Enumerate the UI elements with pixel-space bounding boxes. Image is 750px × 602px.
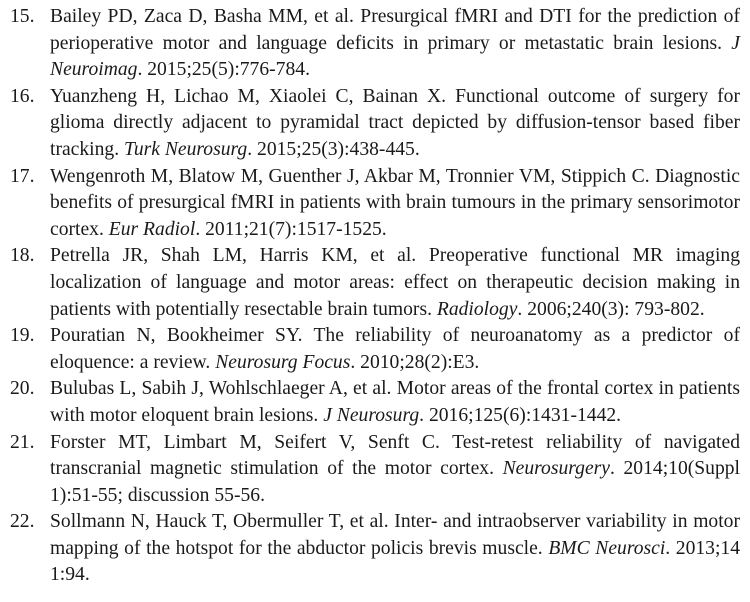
reference-number: 17.	[10, 165, 35, 187]
reference-details: . 2014;10(Suppl 1):51-55; discussion 55-56.	[50, 458, 740, 506]
reference-item	[10, 376, 740, 429]
reference-citation	[50, 84, 740, 164]
reference-number: 21.	[10, 431, 35, 453]
reference-journal: Neurosurg Focus	[215, 351, 351, 373]
reference-number: 20.	[10, 378, 35, 400]
reference-text: Bailey PD, Zaca D, Basha MM, et al. Presurgical fMRI and DTI for the prediction of perioperative motor and language deficits in primary or metastatic brain lesions.	[50, 6, 740, 54]
reference-journal: Turk Neurosurg	[124, 138, 248, 160]
reference-number: 19.	[10, 325, 35, 347]
reference-text: Bulubas L, Sabih J, Wohlschlaeger A, et al. Motor areas of the frontal cortex in patients with motor eloquent brain lesions.	[50, 378, 740, 426]
reference-number: 22.	[10, 511, 35, 533]
reference-text: Sollmann N, Hauck T, Obermuller T, et al. Inter- and intraobserver variability in motor mapping of the hotspot for the abductor policis brevis muscle.	[50, 511, 740, 559]
reference-journal: Radiology	[436, 298, 518, 320]
reference-citation	[50, 4, 740, 84]
reference-text: Wengenroth M, Blatow M, Guenther J, Akbar M, Tronnier VM, Stippich C. Diagnostic benefits of presurgical fMRI in patients with brain tumours in the primary sensorimotor cortex.	[50, 165, 740, 240]
reference-item	[10, 323, 740, 376]
reference-citation	[50, 376, 740, 429]
reference-item	[10, 164, 740, 244]
reference-item	[10, 509, 740, 589]
reference-citation	[50, 323, 740, 376]
reference-journal: Eur Radiol	[108, 218, 196, 240]
reference-details: . 2016;125(6):1431-1442.	[419, 404, 622, 426]
reference-number: 15.	[10, 6, 35, 27]
reference-citation	[50, 509, 740, 589]
reference-item	[10, 84, 740, 164]
reference-details: . 2013;14 1:94.	[50, 537, 741, 586]
reference-item	[10, 243, 740, 323]
reference-journal: J Neurosurg	[323, 404, 420, 426]
reference-details: . 2011;21(7):1517-1525.	[195, 218, 387, 240]
reference-number: 16.	[10, 85, 35, 107]
reference-details: . 2015;25(3):438-445.	[247, 138, 420, 160]
reference-journal: J Neuroimag	[50, 32, 740, 81]
reference-details: . 2010;28(2):E3.	[350, 351, 480, 373]
reference-citation	[50, 164, 740, 244]
reference-citation	[50, 243, 740, 323]
reference-item	[10, 4, 740, 84]
reference-details: . 2006;240(3): 793-802.	[517, 298, 705, 320]
reference-details: . 2015;25(5):776-784.	[137, 59, 310, 81]
reference-text: Petrella JR, Shah LM, Harris KM, et al. Preoperative functional MR imaging localization of language and motor areas: effect on therapeutic decision making in patients with potentially resectable brain tumors.	[50, 245, 740, 320]
reference-number: 18.	[10, 245, 35, 267]
reference-text: Forster MT, Limbart M, Seifert V, Senft C. Test-retest reliability of navigated transcranial magnetic stimulation of the motor cortex.	[50, 431, 740, 480]
reference-citation	[50, 430, 740, 510]
reference-item	[10, 430, 740, 510]
reference-journal: BMC Neurosci	[548, 537, 666, 559]
reference-journal: Neurosurgery	[502, 458, 610, 480]
reference-text: Pouratian N, Bookheimer SY. The reliability of neuroanatomy as a predictor of eloquence: a review.	[50, 325, 740, 373]
reference-text: Yuanzheng H, Lichao M, Xiaolei C, Bainan X. Functional outcome of surgery for glioma directly adjacent to pyramidal tract depicted by diffusion-tensor based fiber tracking.	[50, 85, 740, 160]
